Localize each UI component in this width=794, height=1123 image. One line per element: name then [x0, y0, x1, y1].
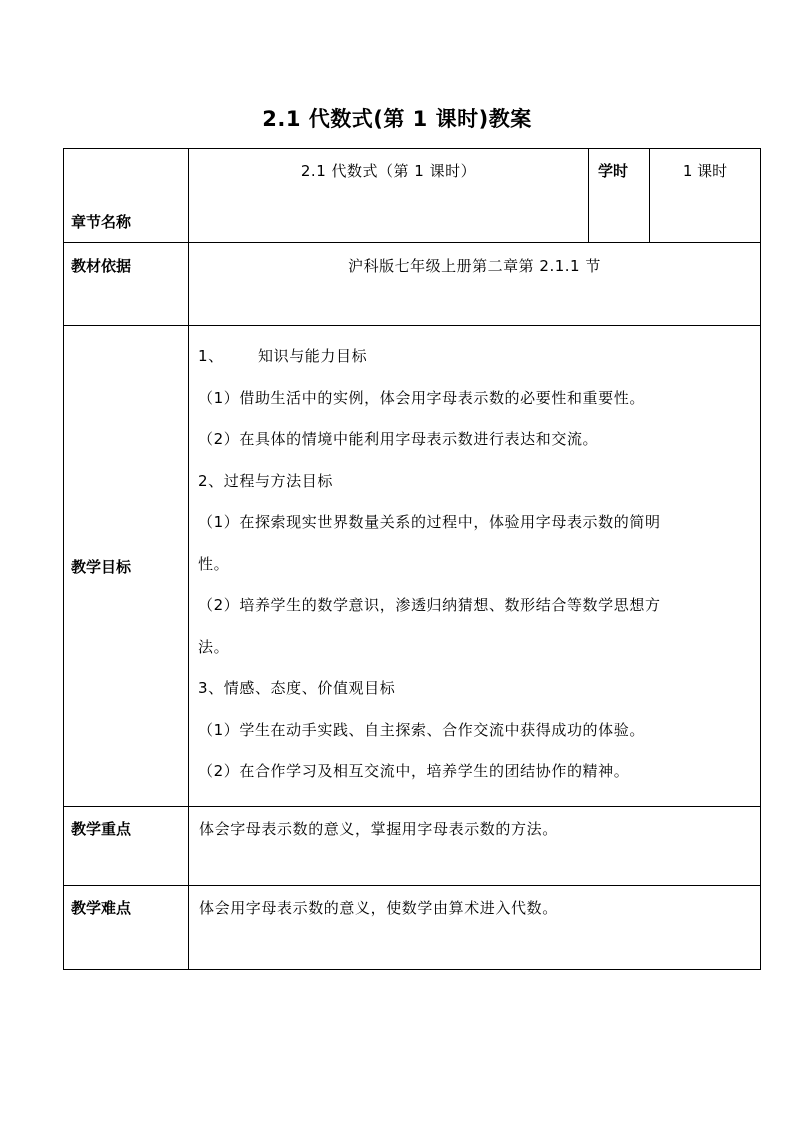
key-points-row [64, 807, 761, 886]
goal-line: （2）在合作学习及相互交流中，培养学生的团结协作的精神。 [198, 762, 630, 780]
goal-line: 2、过程与方法目标 [198, 471, 333, 490]
hours-value: 1 课时 [650, 149, 761, 243]
goal-line: 法。 [198, 637, 230, 656]
goal-line: （1）在探索现实世界数量关系的过程中，体验用字母表示数的简明 [198, 513, 661, 531]
difficulties-value: 体会用字母表示数的意义，使数学由算术进入代数。 [189, 886, 761, 970]
difficulties-label: 教学难点 [64, 886, 189, 970]
basis-label: 教材依据 [64, 243, 189, 326]
chapter-row [64, 149, 761, 243]
hours-label: 学时 [589, 149, 650, 243]
chapter-label: 章节名称 [64, 149, 189, 243]
chapter-value: 2.1 代数式（第 1 课时） [189, 149, 589, 243]
goal-line [198, 336, 754, 378]
goal-line-text: 知识与能力目标 [258, 347, 368, 365]
basis-value: 沪科版七年级上册第二章第 2.1.1 节 [189, 243, 761, 326]
goal-line: 性。 [198, 554, 230, 573]
basis-row [64, 243, 761, 326]
goal-line: （1）借助生活中的实例，体会用字母表示数的必要性和重要性。 [198, 388, 645, 407]
key-points-value: 体会字母表示数的意义，掌握用字母表示数的方法。 [189, 807, 761, 886]
lesson-plan-table [63, 148, 761, 970]
difficulties-row [64, 886, 761, 970]
goal-section-number: 1、 [198, 347, 224, 365]
goal-line: （1）学生在动手实践、自主探索、合作交流中获得成功的体验。 [198, 720, 645, 739]
goal-line: 3、情感、态度、价值观目标 [198, 679, 396, 697]
goals-row [64, 326, 761, 807]
document-title: 2.1 代数式(第 1 课时)教案 [262, 107, 532, 131]
key-points-label: 教学重点 [64, 807, 189, 886]
goals-label: 教学目标 [64, 326, 189, 807]
goals-content [189, 326, 761, 807]
goal-line: （2）在具体的情境中能利用字母表示数进行表达和交流。 [198, 430, 599, 448]
goal-line: （2）培养学生的数学意识，渗透归纳猜想、数形结合等数学思想方 [198, 596, 661, 614]
